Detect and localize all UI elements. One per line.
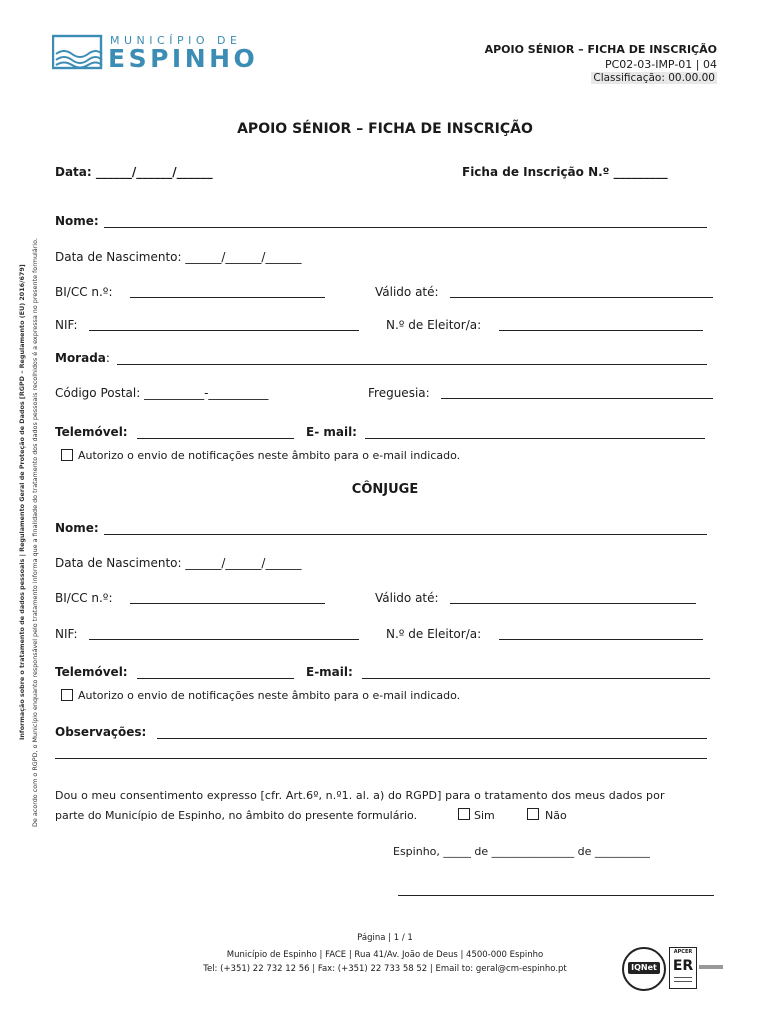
consent-nao-checkbox[interactable] <box>527 808 539 820</box>
conjuge-autorizo-checkbox[interactable] <box>61 689 73 701</box>
observacoes-input-line-2[interactable] <box>55 758 707 759</box>
iqnet-certification-icon <box>622 947 666 991</box>
er-label: ER <box>672 958 694 974</box>
er-rule-2 <box>674 981 692 982</box>
consent-text-line1: Dou o meu consentimento expresso [cfr. Art.6º, n.º1. al. a) do RGPD] para o tratamento dos meus dados por <box>55 789 665 802</box>
conjuge-eleitor-label: N.º de Eleitor/a: <box>386 627 482 641</box>
telemovel-input-line[interactable] <box>137 438 294 439</box>
consent-sim-checkbox[interactable] <box>458 808 470 820</box>
autorizo-label: Autorizo o envio de notificações neste âmbito para o e-mail indicado. <box>78 449 461 462</box>
conjuge-bicc-label: BI/CC n.º: <box>55 591 113 605</box>
morada-label-colon: : <box>105 351 110 365</box>
telemovel-label: Telemóvel: <box>55 425 128 439</box>
morada-input-line[interactable] <box>117 364 707 365</box>
codigo-postal-field[interactable]: Código Postal: __________-__________ <box>55 386 269 400</box>
conjuge-telemovel-input-line[interactable] <box>137 678 294 679</box>
header-doc-title: APOIO SÉNIOR – FICHA DE INSCRIÇÃO <box>484 43 717 56</box>
freguesia-input-line[interactable] <box>441 398 713 399</box>
er-certification-icon <box>669 947 697 989</box>
observacoes-input-line-1[interactable] <box>157 738 707 739</box>
conjuge-email-label: E-mail: <box>306 665 353 679</box>
sidebar-rgpd-title: Informação sobre o tratamento de dados pessoais | Regulamento Geral de Proteção de Dados [RGPD – Regulamento (EU) 2016/679] <box>18 264 26 740</box>
conjuge-valido-input-line[interactable] <box>450 603 696 604</box>
conjuge-nome-input-line[interactable] <box>104 534 707 535</box>
bicc-label: BI/CC n.º: <box>55 285 113 299</box>
er-apcer-label: APCER <box>673 949 693 955</box>
eleitor-label: N.º de Eleitor/a: <box>386 318 482 332</box>
ficha-number-field[interactable]: Ficha de Inscrição N.º _________ <box>462 165 668 179</box>
autorizo-checkbox[interactable] <box>61 449 73 461</box>
conjuge-nascimento-field[interactable]: Data de Nascimento: ______/______/______ <box>55 556 302 570</box>
nif-input-line[interactable] <box>89 330 359 331</box>
nif-label: NIF: <box>55 318 78 332</box>
conjuge-bicc-input-line[interactable] <box>130 603 325 604</box>
freguesia-label: Freguesia: <box>368 386 430 400</box>
footer-contacts: Tel: (+351) 22 732 12 56 | Fax: (+351) 22 733 58 52 | Email to: geral@cm-espinho.pt <box>203 964 567 974</box>
logo-bottom-text: ESPINHO <box>108 44 259 73</box>
email-input-line[interactable] <box>365 438 705 439</box>
nome-input-line[interactable] <box>104 227 707 228</box>
conjuge-valido-label: Válido até: <box>375 591 439 605</box>
conjuge-nif-label: NIF: <box>55 627 78 641</box>
nascimento-field[interactable]: Data de Nascimento: ______/______/______ <box>55 250 302 264</box>
certification-small-mark <box>699 965 723 969</box>
consent-text-line2: parte do Município de Espinho, no âmbito do presente formulário. <box>55 809 418 822</box>
conjuge-nome-label: Nome: <box>55 521 99 535</box>
signature-date-line[interactable]: Espinho, _____ de _______________ de __________ <box>393 845 650 858</box>
observacoes-label: Observações: <box>55 725 147 739</box>
eleitor-input-line[interactable] <box>499 330 703 331</box>
logo-wave-icon <box>52 34 104 72</box>
signature-line[interactable] <box>398 895 714 896</box>
conjuge-title: CÔNJUGE <box>351 482 419 497</box>
iqnet-label: IQNet <box>631 963 657 972</box>
bicc-input-line[interactable] <box>130 297 325 298</box>
conjuge-eleitor-input-line[interactable] <box>499 639 703 640</box>
conjuge-email-input-line[interactable] <box>362 678 710 679</box>
logo-top-text: MUNICÍPIO DE <box>110 34 242 47</box>
footer-address: Município de Espinho | FACE | Rua 41/Av. João de Deus | 4500-000 Espinho <box>226 950 544 960</box>
conjuge-telemovel-label: Telemóvel: <box>55 665 128 679</box>
valido-label: Válido até: <box>375 285 439 299</box>
morada-label-text: Morada <box>55 351 106 365</box>
footer-page-number: Página | 1 / 1 <box>357 933 413 943</box>
morada-label <box>55 351 110 365</box>
conjuge-autorizo-label: Autorizo o envio de notificações neste âmbito para o e-mail indicado. <box>78 689 461 702</box>
page-title: APOIO SÉNIOR – FICHA DE INSCRIÇÃO <box>237 121 533 137</box>
valido-input-line[interactable] <box>450 297 713 298</box>
consent-nao-label: Não <box>545 809 567 822</box>
nome-label: Nome: <box>55 214 99 228</box>
email-label: E- mail: <box>306 425 357 439</box>
er-rule-1 <box>674 977 692 978</box>
header-doc-code: PC02-03-IMP-01 | 04 <box>604 58 717 71</box>
conjuge-nif-input-line[interactable] <box>89 639 359 640</box>
consent-sim-label: Sim <box>474 809 495 822</box>
header-classification: Classificação: 00.00.00 <box>593 72 715 84</box>
municipality-logo <box>52 32 259 74</box>
sidebar-rgpd-note: De acordo com o RGPD, o Município enquanto responsável pelo tratamento informa que a finalidade do tratamento dos dados pessoais recolhidos é a expressa no presente formulário. <box>31 238 39 827</box>
data-field[interactable]: Data: ______/______/______ <box>55 165 213 179</box>
